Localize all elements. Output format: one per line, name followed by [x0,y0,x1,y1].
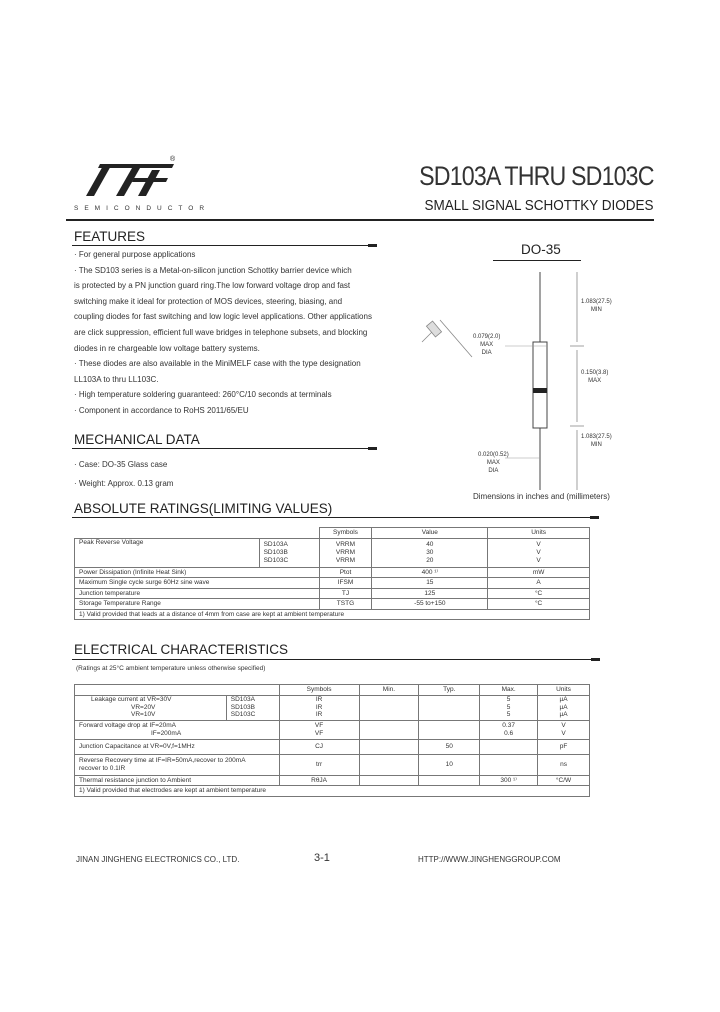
table-cell: 125 [372,588,488,599]
brand-text: SEMICONDUCTOR [74,205,211,212]
list-item: switching make it ideal for protection of MOS devices, steering, biasing, and [74,296,343,306]
electrical-heading: ELECTRICAL CHARACTERISTICS [74,642,289,657]
table-cell: CJ [279,739,359,754]
unit: V [561,721,566,729]
mechanical-divider [72,448,377,449]
dim-value: 1.083(27.5) [581,299,612,305]
dim-note: MAX [486,460,500,466]
table-cell: A [488,578,590,589]
table-cell: Maximum Single cycle surge 60Hz sine wave [75,578,320,589]
list-item: diodes in re chargeable low voltage battery systems. [74,343,260,353]
table-cell [480,739,538,754]
features-divider [72,245,377,246]
ratings-table [74,527,590,620]
electrical-divider [72,659,600,660]
dim-body-dia [473,333,500,357]
table-cell [419,775,480,786]
part-number: SD103A [263,540,288,548]
table-row [75,567,590,578]
list-item: coupling diodes for fast switching and low logic level applications. Other applications [74,312,372,322]
dim-lead-dia [478,451,509,475]
value: 40 [426,540,434,548]
value: 30 [426,548,434,556]
table-cell [359,695,419,720]
table-cell: RθJA [279,775,359,786]
dim-lead-bottom [581,433,612,449]
dim-note: MAX [480,342,494,348]
unit: V [536,540,541,548]
table-cell [75,528,320,539]
symbol: IR [315,703,323,711]
unit: V [561,729,566,737]
condition: VR=10V [131,711,156,719]
symbol: VF [314,729,324,737]
dim-lead-top [581,298,612,314]
list-item: · Component in accordance to RoHS 2011/65/EU [74,405,249,415]
footer-company: JINAN JINGHENG ELECTRONICS CO., LTD. [76,855,240,864]
electrical-table [74,684,590,797]
table-cell [226,695,279,720]
list-item: · The SD103 series is a Metal-on-silicon junction Schottky barrier device which [74,265,352,275]
table-header: Symbols [279,685,359,696]
table-cell: °C/W [538,775,590,786]
table-cell [538,695,590,720]
list-item: · These diodes are also available in the MiniMELF case with the type designation [74,359,361,369]
unit: µA [559,711,568,719]
table-cell [75,695,227,720]
part-number: SD103B [230,703,255,711]
mechanical-list [74,455,414,493]
part-number: SD103C [263,556,289,564]
table-row [75,599,590,610]
ratings-tick [590,516,599,519]
table-cell [419,695,480,720]
part-number: SD103B [263,548,288,556]
table-row [75,609,590,620]
table-cell: °C [488,588,590,599]
table-cell: Thermal resistance junction to Ambient [75,775,280,786]
condition: Leakage current at VR=30V [91,696,172,704]
dim-body-len [581,369,608,385]
table-cell [359,775,419,786]
dim-note: MAX [588,378,602,384]
table-row [75,695,590,720]
list-item: · Case: DO-35 Glass case [74,460,168,469]
table-cell [279,720,359,739]
table-cell [359,720,419,739]
list-item: is protected by a PN junction guard ring.The low forward voltage drop and fast [74,281,351,291]
part-number: SD103C [230,711,256,719]
symbol: IR [315,711,323,719]
condition: recover to 0.1IR [79,764,126,772]
mechanical-heading: MECHANICAL DATA [74,432,200,447]
package-name: DO-35 [521,242,561,257]
table-row [75,588,590,599]
list-item: are click suppression, efficient full wave bridges in telephone subsets, and blocking [74,327,368,337]
ratings-heading: ABSOLUTE RATINGS(LIMITING VALUES) [74,501,333,516]
symbol: VRRM [335,540,356,548]
value: 0.37 [502,721,515,729]
features-heading: FEATURES [74,229,146,244]
symbol: IR [315,696,323,704]
unit: µA [559,696,568,704]
table-header-row [75,685,590,696]
features-list [74,247,414,419]
table-cell [372,538,488,567]
page-title: SD103A THRU SD103C [419,161,654,191]
diode-body [533,342,547,428]
table-header: Max. [480,685,538,696]
package-divider [493,260,581,261]
dim-note: MIN [590,442,602,448]
list-item: · Weight: Approx. 0.13 gram [74,479,174,488]
table-header: Typ. [419,685,480,696]
value: 20 [426,556,434,564]
cathode-band [533,388,547,393]
table-row [75,538,590,567]
table-header: Units [488,528,590,539]
dim-value: 0.020(0.52) [478,452,509,458]
table-note: 1) Valid provided that electrodes are kept at ambient temperature [75,786,590,797]
table-cell [75,685,280,696]
table-cell: TJ [319,588,372,599]
table-row [75,775,590,786]
table-cell: 50 [419,739,480,754]
dimensions-caption: Dimensions in inches and (millimeters) [473,492,610,501]
dim-note: DIA [481,350,492,356]
list-item: · For general purpose applications [74,250,196,259]
table-header-row [75,528,590,539]
symbol: VF [314,721,324,729]
symbol: VRRM [335,556,356,564]
table-cell: Ptot [319,567,372,578]
table-header: Value [372,528,488,539]
logo-icon [78,158,178,198]
table-cell [359,754,419,775]
ratings-divider [72,517,597,518]
table-cell: Power Dissipation (Infinite Heat Sink) [75,567,320,578]
table-header: Symbols [319,528,372,539]
unit: V [536,548,541,556]
condition: Forward voltage drop at IF=20mA [79,721,177,729]
table-header: Units [538,685,590,696]
unit: V [536,556,541,564]
table-cell [279,695,359,720]
table-cell: ns [538,754,590,775]
registered-mark: ® [170,156,176,163]
table-cell: Peak Reverse Voltage [75,538,260,567]
perspective-lead [440,320,472,357]
table-row [75,754,590,775]
condition: VR=20V [131,703,156,711]
dim-value: 0.150(3.8) [581,370,609,376]
dim-value: 0.079(2.0) [473,334,501,340]
electrical-subheading: (Ratings at 25°C ambient temperature unless otherwise specified) [76,665,266,672]
table-row [75,720,590,739]
electrical-tick [591,658,600,661]
table-cell: Storage Temperature Range [75,599,320,610]
table-cell [480,754,538,775]
table-cell [319,538,372,567]
value: 5 [506,703,511,711]
table-cell: 10 [419,754,480,775]
table-note: 1) Valid provided that leads at a distance of 4mm from case are kept at ambient temperature [75,609,590,620]
page-subtitle: SMALL SIGNAL SCHOTTKY DIODES [424,197,654,214]
unit: µA [559,703,568,711]
table-row [75,786,590,797]
symbol: VRRM [335,548,356,556]
table-cell: Junction temperature [75,588,320,599]
table-cell: 15 [372,578,488,589]
table-cell [538,720,590,739]
table-cell: pF [538,739,590,754]
table-cell: -55 to+150 [372,599,488,610]
dim-note: DIA [488,468,499,474]
table-cell: TSTG [319,599,372,610]
part-number: SD103A [230,696,255,704]
dim-value: 1.083(27.5) [581,434,612,440]
footer-url[interactable]: HTTP://WWW.JINGHENGGROUP.COM [418,855,561,864]
table-cell: trr [279,754,359,775]
table-cell [480,720,538,739]
condition: IF=200mA [151,729,182,737]
table-cell: °C [488,599,590,610]
table-cell [480,695,538,720]
condition: Reverse Recovery time at IF=IR=50mA,recover to 200mA [79,756,246,764]
table-row [75,739,590,754]
table-cell: Junction Capacitance at VR=0V,f=1MHz [75,739,280,754]
value: 5 [506,696,511,704]
table-cell: IFSM [319,578,372,589]
table-header: Min. [359,685,419,696]
table-cell: mW [488,567,590,578]
footer-page-number: 3-1 [314,852,330,864]
perspective-body [426,321,441,337]
table-cell [259,538,319,567]
table-cell [75,754,280,775]
list-item: · High temperature soldering guaranteed: 260°C/10 seconds at terminals [74,390,332,400]
table-cell: 300 ¹⁾ [480,775,538,786]
table-cell [488,538,590,567]
table-row [75,578,590,589]
header-divider [66,219,654,221]
table-cell [75,720,280,739]
table-cell [359,739,419,754]
dim-note: MIN [590,307,602,313]
mechanical-tick [368,447,377,450]
list-item: LL103A to thru LL103C. [74,374,159,384]
value: 5 [506,711,511,719]
value: 0.6 [504,729,514,737]
table-cell [419,720,480,739]
table-cell: 400 ¹⁾ [372,567,488,578]
